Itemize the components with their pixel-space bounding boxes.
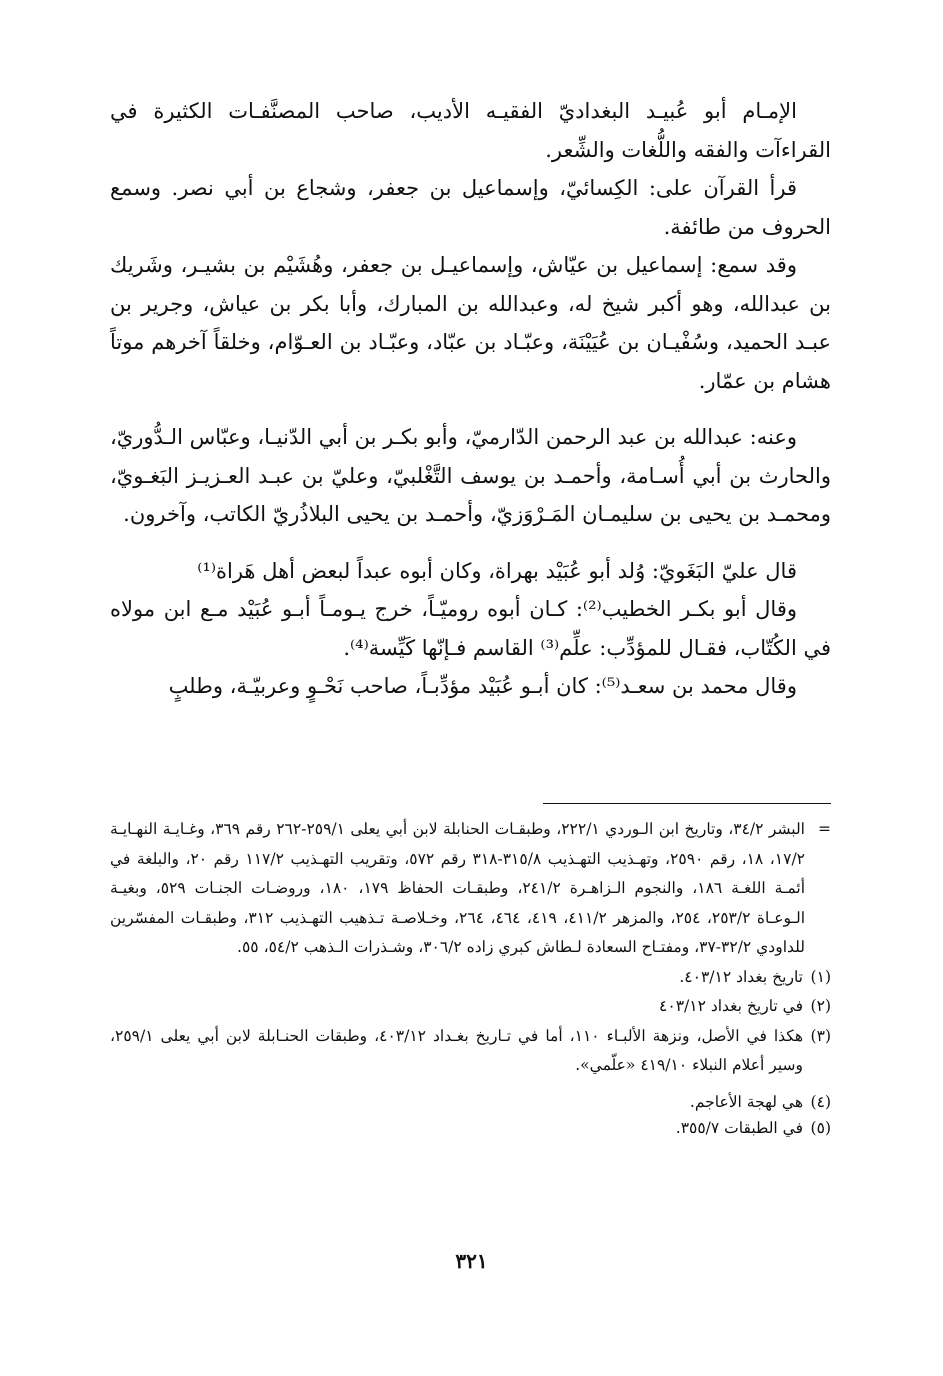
footnotes: [110, 815, 831, 1141]
footnote-number: (٢): [810, 997, 831, 1015]
footnote-gap: [110, 1081, 831, 1089]
footnote-item: [110, 1022, 831, 1081]
continuation-marker: =: [818, 820, 831, 838]
paragraph-baghawi-quote: قال عليّ البَغَويّ: وُلد أبو عُبَيْد بهراة، وكان أبوه عبداً لبعض أهل هَراة⁽¹⁾: [197, 558, 797, 583]
paragraph-intro: الإمـام أبو عُبيـد البغداديّ الفقيـه الأديب، صاحب المصنَّفـات الكثيرة في القراءآت والفقه واللُّغات والشِّعر.: [110, 99, 831, 162]
paragraph-teachers: وقد سمع: إسماعيل بن عيّاش، وإسماعيـل بن جعفر، وهُشَيْم بن بشيـر، وشَريك بن عبدالله، وهو أكبر شيخ له، وعبدالله بن المبارك، وأبا بكر بن عياش، وجرير بن عبـد الحميد، وسُفْيـان بن عُيَيْنَة، وعبّـاد بن عبّاد، وعبّـاد بن العـوّام، وخلقاً آخرهم موتاً هشام بن عمّار.: [110, 253, 831, 393]
footnote-item: [110, 963, 831, 993]
footnote-item: [110, 992, 831, 1022]
footnote-text: في الطبقات ٣٥٥/٧.: [675, 1118, 803, 1137]
footnote-text: هكذا في الأصل، ونزهة الألبـاء ١١٠، أما في تـاريخ بغـداد ٤٠٣/١٢، وطبقات الحنـابلة لابن أبي يعلى ٢٥٩/١، وسير أعلام النبلاء ٤١٩/١٠ «علّمي».: [110, 1026, 804, 1074]
footnote-item: [110, 1115, 831, 1141]
footnote-text: تاريخ بغداد ٤٠٣/١٢.: [679, 967, 803, 986]
footnote-text: في تاريخ بغداد ٤٠٣/١٢: [659, 997, 803, 1015]
footnote-number: (١): [810, 967, 831, 986]
footnote-separator: [543, 803, 831, 804]
main-text: [110, 92, 831, 706]
footnote-continuation: [110, 815, 831, 963]
footnote-item: [110, 1089, 831, 1115]
footnote-number: (٣): [810, 1026, 831, 1045]
paragraph-recitation: قرأ القرآن على: الكِسائيّ، وإسماعيل بن جعفر، وشجاع بن أبي نصر. وسمع الحروف من طائفة.: [110, 176, 831, 239]
paragraph-ibn-saad-quote: وقال محمد بن سعـد⁽⁵⁾: كان أبـو عُبَيْد مؤدِّبـاً، صاحب نَحْـوٍ وعربيّـة، وطلبٍ: [168, 674, 797, 698]
footnote-text: هي لهجة الأعاجم.: [689, 1092, 803, 1111]
page-number: ٣٢١: [455, 1249, 488, 1273]
footnote-number: (٤): [810, 1092, 831, 1111]
footnote-number: (٥): [810, 1118, 831, 1137]
footnote-continuation-text: البشر ٣٤/٢، وتاريخ ابن الـوردي ٢٢٢/١، وطبقـات الحنابلة لابن أبي يعلى ٢٥٩/١-٢٦٢ رقم ٣٦٩، وغـايـة النهـايـة ١٧/٢، ١٨، رقم ٢٥٩٠، وتهـذيب التهـذيب ٣١٥/٨-٣١٨ رقم ٥٧٢، وتقريب التهـذيب ١١٧/٢ رقم ٢٠، والبلغة في أئمـة اللغـة ١٨٦، والنجوم الـزاهـرة ٢٤١/٢، وطبقـات الحفاظ ١٧٩، ١٨٠، وروضـات الجنـات ٥٢٩، وبغيـة الـوعـاة ٢٥٣/٢، ٢٥٤، والمزهر ٤١١/٢، ٤١٩، ٤٦٤، ٢٦٤، وخـلاصـة تـذهيب التهـذيب ٣١٢، وطبقـات المفسّرين للداودي ٣٢/٢-٣٧، ومفتـاح السعادة لـطاش كبري زاده ٣٠٦/٢، وشـذرات الـذهب ٥٤/٢، ٥٥.: [110, 820, 806, 956]
paragraph-khatib-quote: وقال أبو بكـر الخطيب⁽²⁾: كـان أبوه روميّـاً، خرج يـومـاً أبـو عُبَيْد مـع ابن مولاه في الكُتّاب، فقـال للمؤدِّب: علِّم⁽³⁾ القاسم فـإنّها كَيِّسة⁽⁴⁾.: [110, 597, 831, 660]
paragraph-students: وعنه: عبدالله بن عبد الرحمن الدّارميّ، وأبو بكـر بن أبي الدّنيـا، وعبّاس الـدُّوريّ، والحارث بن أبي أُسـامة، وأحمـد بن يوسف التَّغْلبيّ، وعليّ بن عبـد العـزيـز البَغـويّ، ومحمـد بن يحيى بن سليمـان المَـرْوَزيّ، وأحمـد بن يحيى البلاذُريّ الكاتب، وآخرون.: [110, 425, 831, 526]
